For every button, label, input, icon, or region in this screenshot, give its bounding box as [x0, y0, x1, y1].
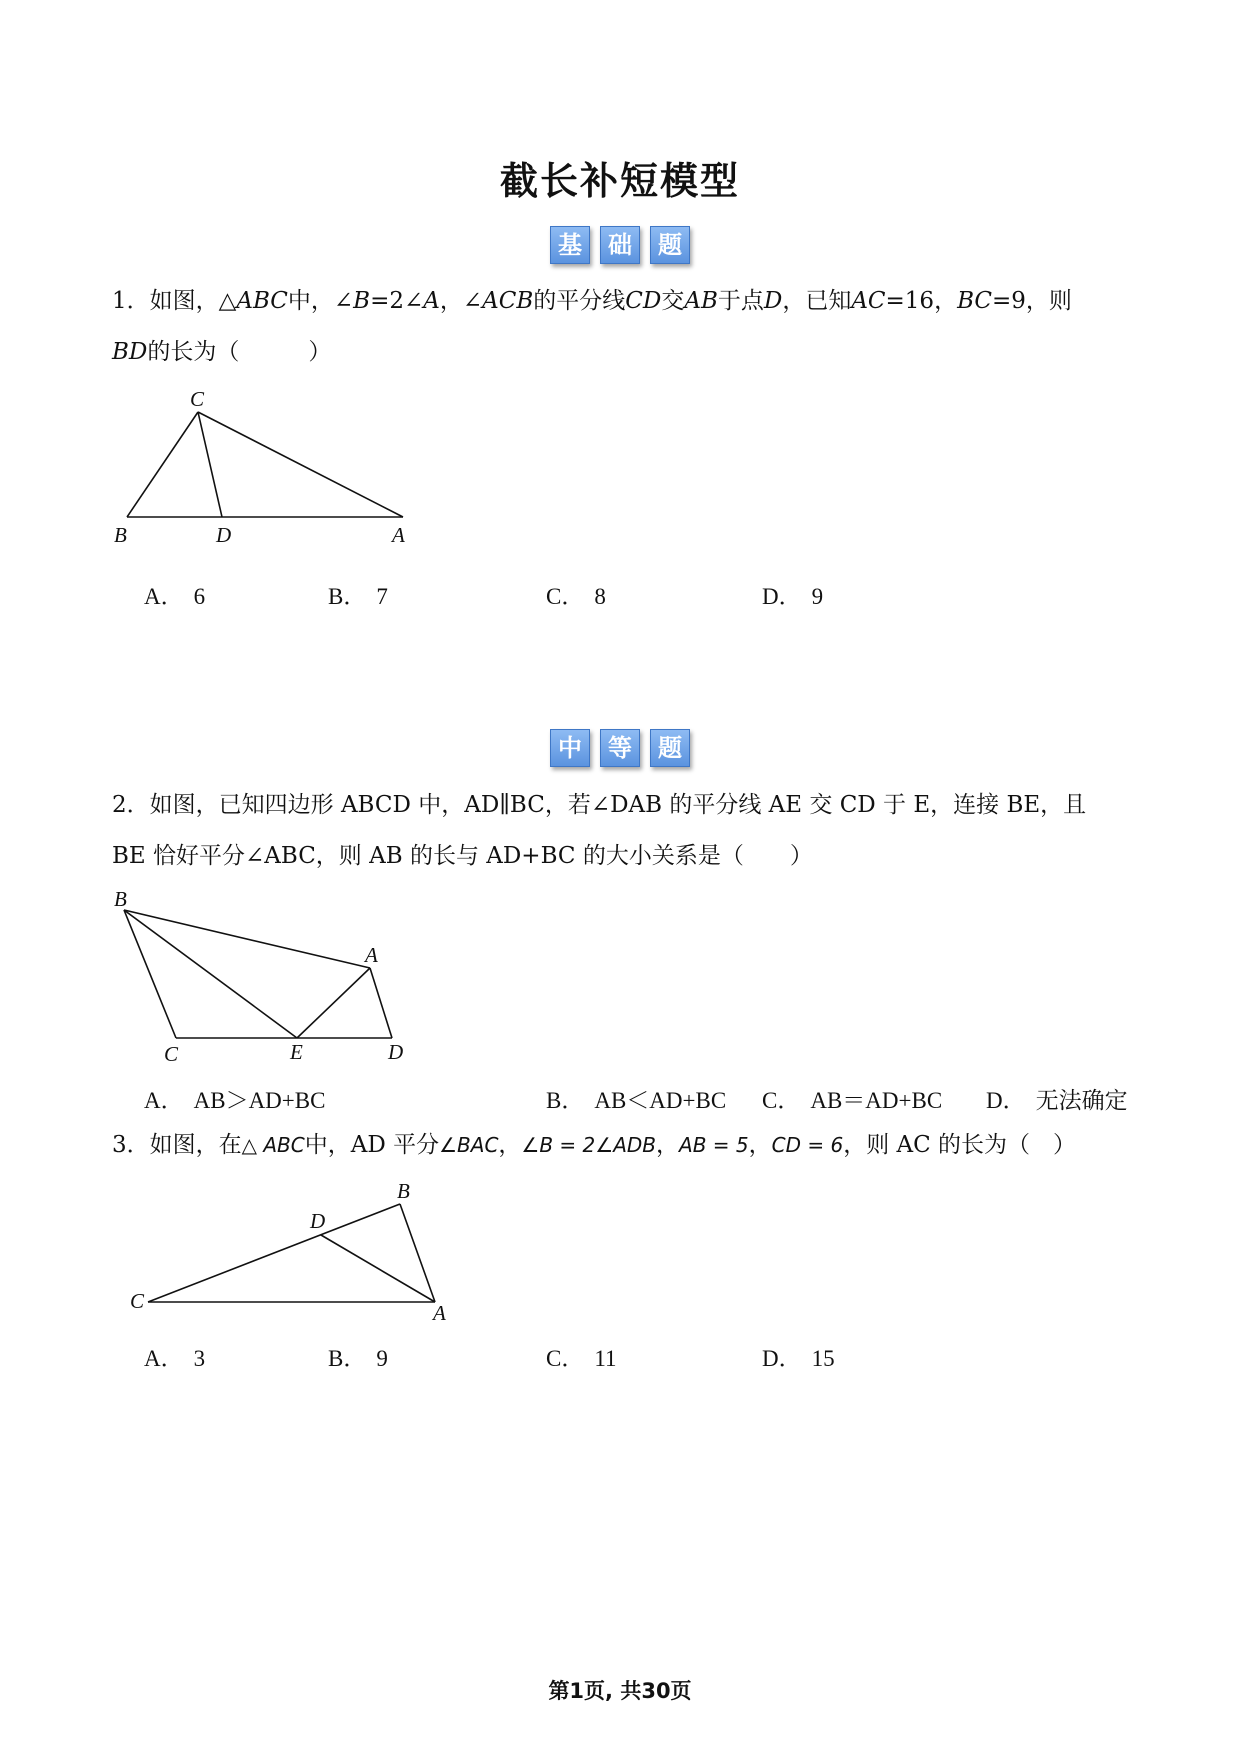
q1-angle-a: A — [423, 288, 440, 314]
point-label-d: D — [388, 1040, 404, 1064]
q1-triangle: ABC — [236, 288, 288, 314]
q3-condition-1: ∠B = 2∠ADB — [521, 1133, 657, 1157]
q1-segment-bd: BD — [112, 339, 148, 365]
q1-option-a[interactable] — [144, 578, 205, 611]
point-label-a: A — [365, 943, 378, 967]
q1-text-part: 于点 — [717, 288, 764, 314]
option-label: D． — [762, 584, 802, 609]
option-value: 8 — [594, 584, 606, 609]
badge-char: 础 — [600, 226, 640, 264]
question-3-figure — [115, 1180, 465, 1325]
option-value: 9 — [376, 1346, 388, 1371]
q1-intro: 如图，△ — [149, 288, 237, 314]
point-label-c: C — [130, 1289, 145, 1313]
q1-segment-ac: AC — [851, 288, 886, 314]
segment-da — [321, 1235, 435, 1302]
q3-separator: ， — [656, 1132, 680, 1158]
option-label: A． — [144, 1346, 184, 1371]
q1-segment-ab: AB — [684, 288, 718, 314]
segment-ad — [370, 968, 392, 1038]
option-label: B． — [546, 1088, 585, 1113]
q1-option-b[interactable] — [328, 578, 388, 611]
option-label: D． — [986, 1088, 1026, 1113]
question-2-figure — [100, 885, 420, 1065]
option-value: AB＜AD+BC — [594, 1088, 727, 1113]
badge-char: 基 — [550, 226, 590, 264]
segment-ba — [124, 910, 370, 968]
point-label-a: A — [392, 523, 405, 547]
q1-text-part: 中，∠ — [287, 288, 354, 314]
q1-option-c[interactable] — [546, 578, 606, 611]
q1-angle-acb: ACB — [482, 288, 534, 314]
q3-option-a[interactable] — [144, 1340, 205, 1373]
q3-option-b[interactable] — [328, 1340, 388, 1373]
option-label: A． — [144, 584, 184, 609]
option-value: AB＝AD+BC — [810, 1088, 943, 1113]
q1-text-part: 的平分线 — [533, 288, 626, 314]
q3-text-part: 中，AD 平分 — [304, 1132, 440, 1158]
option-label: A． — [144, 1088, 184, 1113]
q1-text-part: 交 — [661, 288, 685, 314]
option-label: B． — [328, 584, 367, 609]
option-label: C． — [546, 1346, 585, 1371]
option-value: 15 — [811, 1346, 835, 1371]
point-label-e: E — [290, 1040, 303, 1064]
page-footer: 第1页, 共30页 — [548, 1679, 692, 1703]
q3-option-d[interactable] — [762, 1340, 835, 1373]
q3-condition-2: AB = 5 — [679, 1133, 749, 1157]
point-label-c: C — [190, 387, 205, 411]
segment-cb — [148, 1204, 400, 1302]
q3-angle-bac: ∠BAC — [439, 1133, 499, 1157]
option-label: C． — [762, 1088, 801, 1113]
q1-text-part: =9，则 — [992, 288, 1072, 314]
q3-condition-3: CD = 6 — [771, 1133, 844, 1157]
q3-separator: ， — [748, 1132, 772, 1158]
option-label: D． — [762, 1346, 802, 1371]
q3-triangle: △ ABC — [241, 1133, 305, 1157]
segment-ca — [198, 412, 403, 517]
q2-option-d[interactable] — [986, 1082, 1128, 1115]
q2-option-a[interactable] — [144, 1082, 325, 1115]
section-badge-medium — [0, 729, 1240, 767]
question-number: 1． — [112, 288, 150, 314]
segment-cb — [127, 412, 198, 517]
option-value: AB＞AD+BC — [193, 1088, 326, 1113]
option-value: 11 — [594, 1346, 617, 1371]
q2-option-b[interactable] — [546, 1082, 726, 1115]
q1-angle-b: B — [353, 288, 371, 314]
option-label: B． — [328, 1346, 367, 1371]
section-badge-basic — [0, 226, 1240, 264]
point-label-b: B — [114, 523, 127, 547]
q1-segment-cd: CD — [625, 288, 662, 314]
option-value: 9 — [811, 584, 824, 609]
q2-line-2: BE 恰好平分∠ABC，则 AB 的长与 AD+BC 的大小关系是（ ） — [112, 843, 813, 869]
segment-ae — [297, 968, 370, 1038]
q1-point-d: D — [763, 288, 783, 314]
point-label-b: B — [397, 1180, 410, 1203]
q1-text-part: 的长为（ ） — [147, 339, 332, 365]
option-label: C． — [546, 584, 585, 609]
point-label-d: D — [216, 523, 232, 547]
badge-char: 题 — [650, 226, 690, 264]
badge-char: 题 — [650, 729, 690, 767]
q1-text-part: =2∠ — [370, 288, 424, 314]
badge-char: 中 — [550, 729, 590, 767]
q2-option-c[interactable] — [762, 1082, 942, 1115]
q3-separator: ， — [498, 1132, 522, 1158]
page-title: 截长补短模型 — [499, 158, 740, 203]
option-value: 无法确定 — [1035, 1088, 1128, 1113]
badge-char: 等 — [600, 729, 640, 767]
point-label-a: A — [433, 1301, 446, 1325]
segment-ba — [400, 1204, 435, 1302]
q1-segment-bc: BC — [957, 288, 993, 314]
point-label-c: C — [164, 1042, 179, 1065]
question-1-figure — [100, 380, 420, 555]
question-2-text — [112, 780, 1132, 882]
q1-text-part: =16， — [885, 288, 958, 314]
segment-cd — [198, 412, 222, 517]
q3-text-part: 3．如图，在 — [112, 1132, 242, 1158]
option-value: 6 — [193, 584, 206, 609]
option-value: 3 — [193, 1346, 206, 1371]
q2-line-1: 2．如图，已知四边形 ABCD 中，AD∥BC，若∠DAB 的平分线 AE 交 CD 于 E，连接 BE，且 — [112, 792, 1087, 818]
q1-text-part: ，已知 — [782, 288, 852, 314]
point-label-b: B — [114, 887, 127, 911]
q1-option-d[interactable] — [762, 578, 823, 611]
point-label-d: D — [310, 1209, 326, 1233]
q3-text-part: ，则 AC 的长为（ ） — [843, 1132, 1077, 1158]
question-3-text — [112, 1120, 1132, 1171]
q1-text-part: ，∠ — [439, 288, 483, 314]
question-1-text — [112, 276, 1132, 378]
q3-option-c[interactable] — [546, 1340, 617, 1373]
option-value: 7 — [376, 584, 388, 609]
